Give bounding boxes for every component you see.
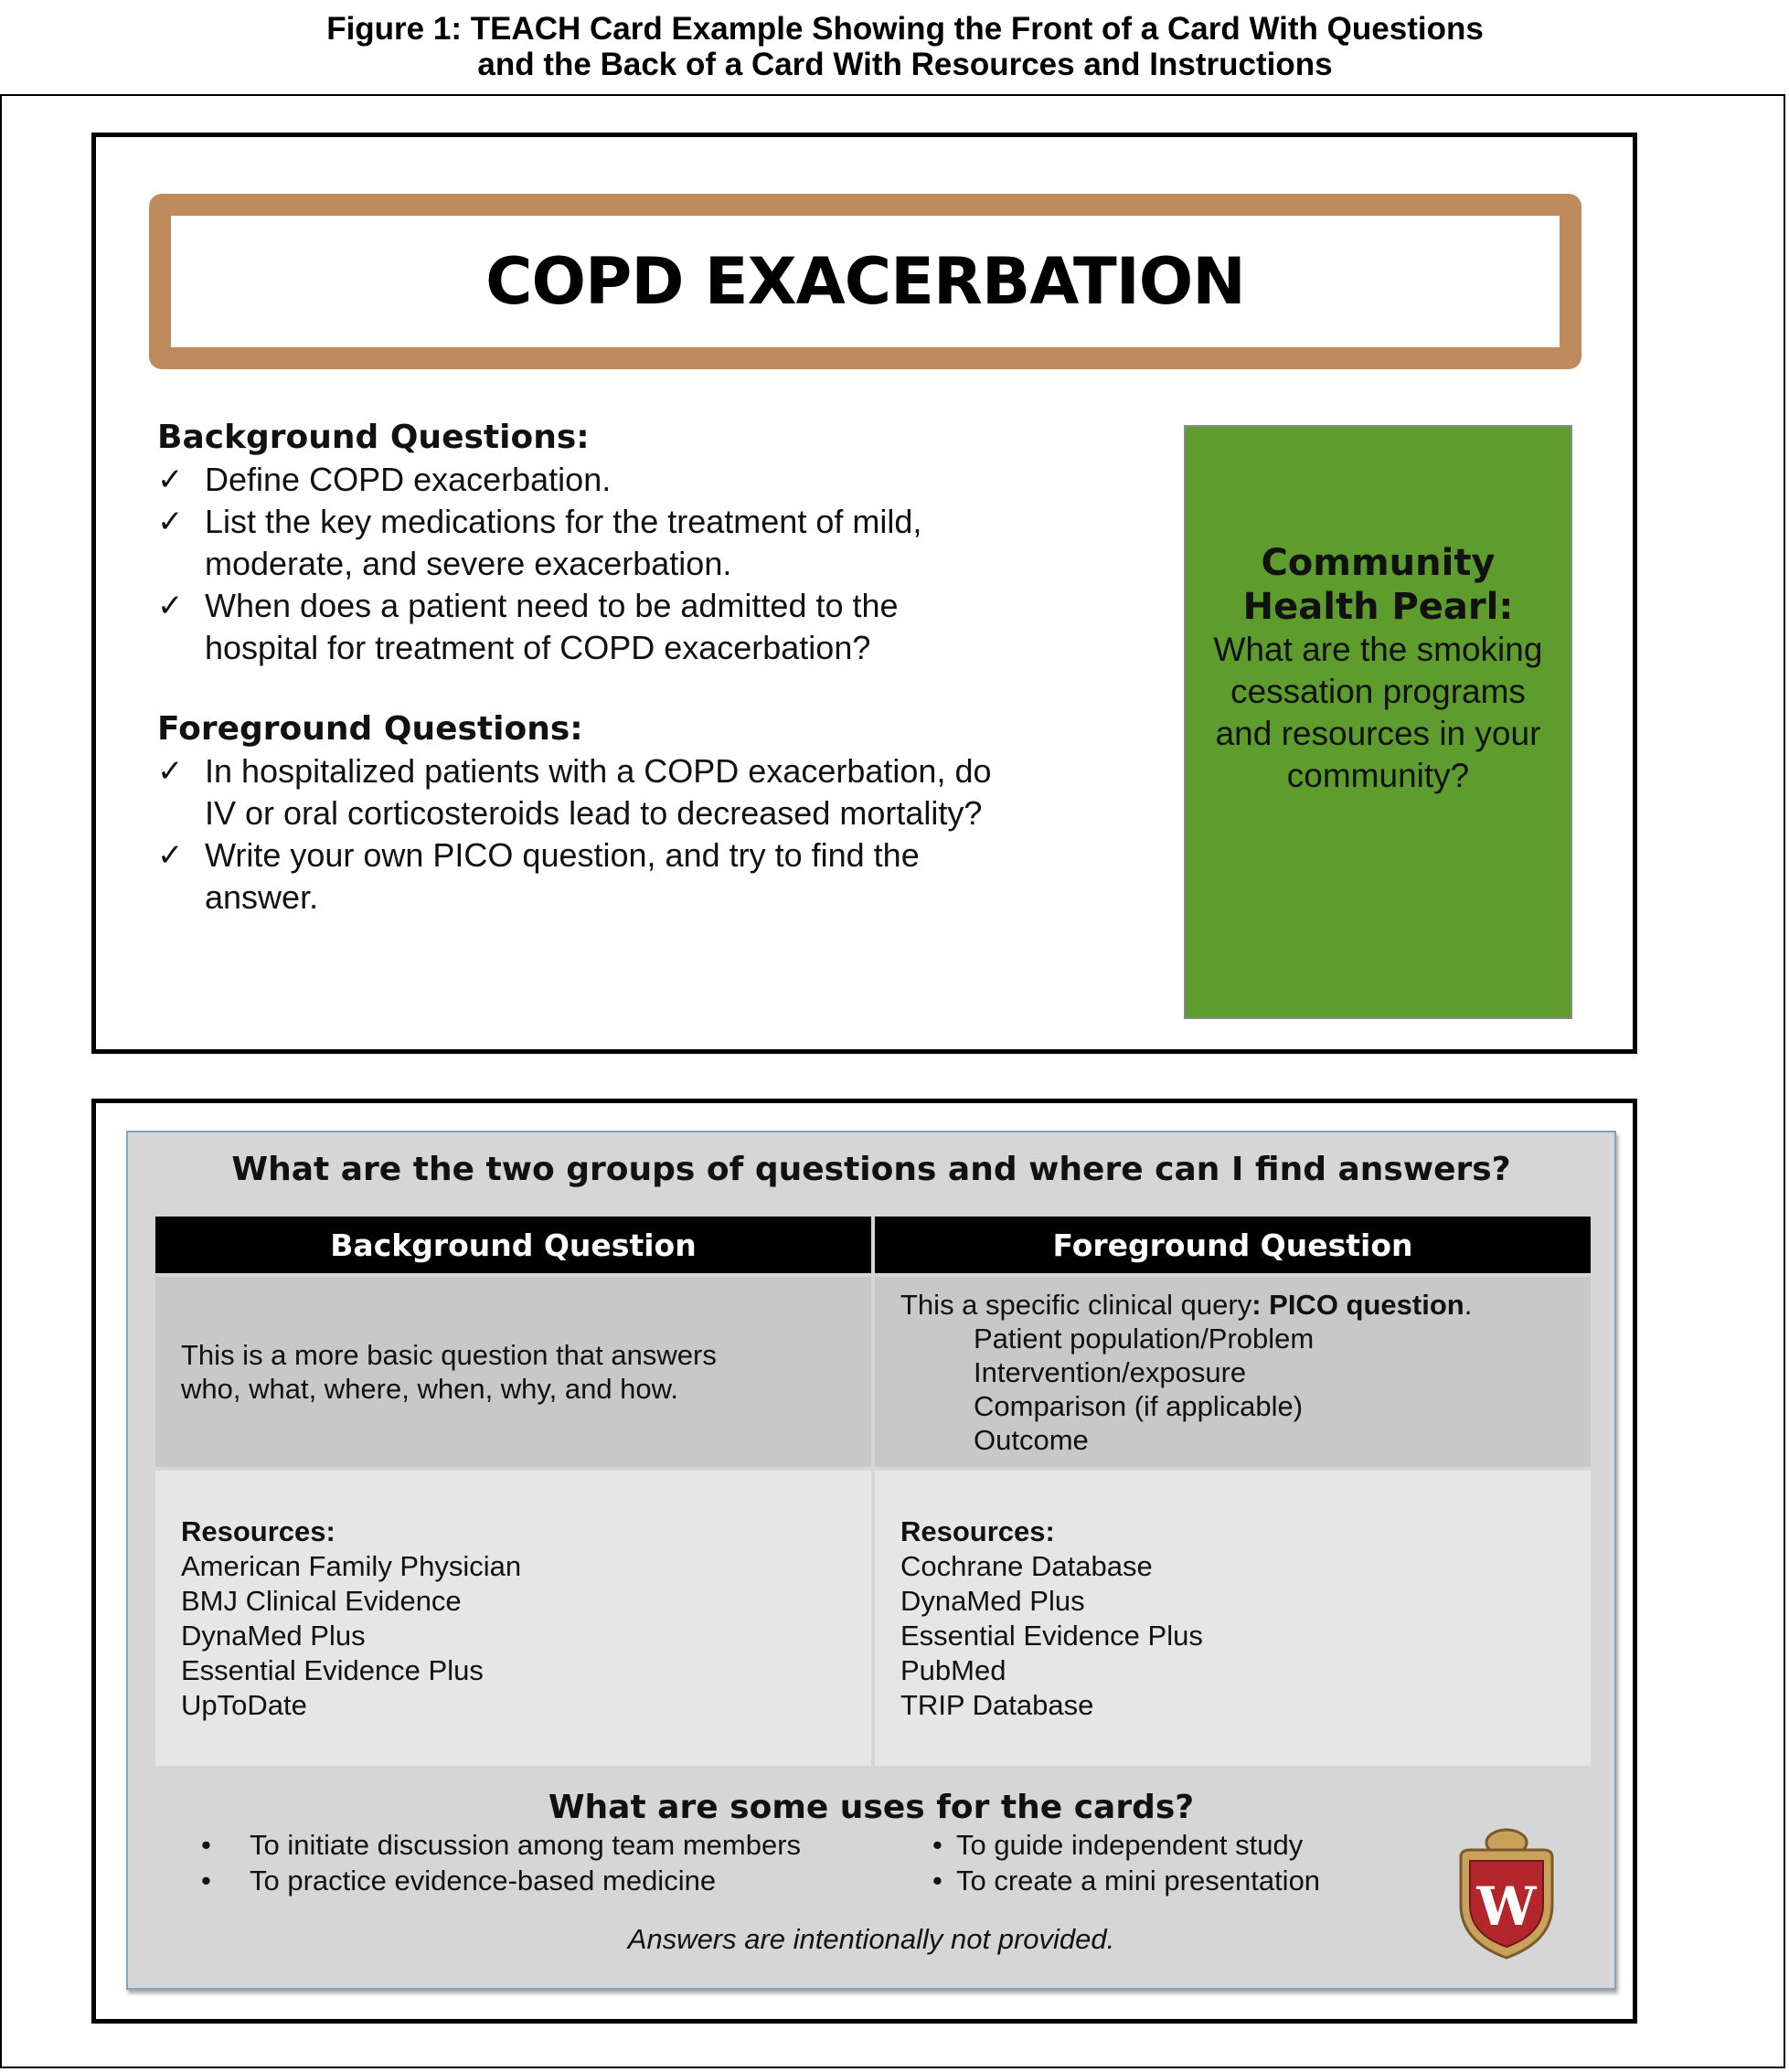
questions-column: [157, 417, 1209, 919]
resource-item: American Family Physician: [181, 1550, 522, 1582]
card-title-frame: [149, 194, 1581, 369]
foreground-definition-cell: [875, 1277, 1591, 1467]
list-item: • To practice evidence-based medicine: [201, 1865, 717, 1897]
list-item: ✓ List the key medications for the treatment of mild, moderate, and severe exacerbation.: [157, 503, 922, 582]
foreground-column: [875, 1217, 1591, 1766]
checkmark-icon: ✓: [157, 588, 184, 624]
bullet-icon: •: [932, 1829, 942, 1861]
bullet-icon: •: [201, 1829, 211, 1861]
checkmark-icon: ✓: [157, 753, 184, 790]
question-groups-table: [155, 1217, 1591, 1769]
resource-item: BMJ Clinical Evidence: [181, 1585, 462, 1617]
card-title: COPD EXACERBATION: [485, 244, 1245, 319]
back-question-heading: What are the two groups of questions and where can I find answers?: [231, 1151, 1511, 1188]
uses-list-left: [201, 1827, 801, 1898]
figure-title-line-2: and the Back of a Card With Resources and Instructions: [477, 47, 1333, 82]
foreground-questions-heading: Foreground Questions:: [157, 710, 583, 748]
background-question-header: Background Question: [155, 1217, 871, 1273]
checkmark-icon: ✓: [157, 837, 184, 874]
answers-note: Answers are intentionally not provided.: [627, 1923, 1115, 1955]
foreground-questions-list: [157, 750, 1209, 919]
resource-item: PubMed: [900, 1654, 1006, 1686]
resource-item: UpToDate: [181, 1689, 307, 1721]
resources-heading: Resources:: [900, 1515, 1055, 1547]
foreground-definition: This a specific clinical query: PICO question.: [900, 1289, 1473, 1321]
foreground-question-header: Foreground Question: [875, 1217, 1591, 1273]
figure-title: [0, 11, 1789, 82]
checkmark-icon: ✓: [157, 504, 184, 540]
resource-item: Essential Evidence Plus: [900, 1620, 1203, 1652]
card-front: [91, 133, 1637, 1054]
crest-letter: W: [1476, 1875, 1537, 1938]
community-health-pearl-box: [1184, 425, 1572, 1019]
list-item: • To guide independent study: [932, 1829, 1304, 1861]
pico-item: Outcome: [974, 1424, 1089, 1456]
bullet-icon: •: [201, 1865, 211, 1897]
pico-item: Comparison (if applicable): [974, 1390, 1304, 1422]
background-column: [155, 1217, 871, 1766]
resource-item: TRIP Database: [900, 1689, 1094, 1721]
background-resources-cell: [155, 1471, 871, 1766]
pearl-heading: Community Health Pearl:: [1242, 542, 1514, 628]
foreground-resources-cell: [875, 1471, 1591, 1766]
list-item: • To create a mini presentation: [932, 1865, 1321, 1897]
pearl-text: What are the smoking cessation programs and resources in your community?: [1213, 631, 1543, 794]
uses-list-right: [932, 1827, 1320, 1898]
list-item: ✓ When does a patient need to be admitted to the hospital for treatment of COPD exacerbation?: [157, 587, 899, 666]
card-back: [91, 1099, 1637, 2024]
resource-item: Cochrane Database: [900, 1550, 1153, 1582]
list-item: ✓ Write your own PICO question, and try to find the answer.: [157, 836, 920, 916]
pico-item: Intervention/exposure: [974, 1356, 1247, 1388]
resource-item: DynaMed Plus: [900, 1585, 1085, 1617]
checkmark-icon: ✓: [157, 462, 184, 498]
list-item: ✓ In hospitalized patients with a COPD exacerbation, do IV or oral corticosteroids lead to decreased mortality?: [157, 752, 992, 832]
background-questions-heading: Background Questions:: [157, 419, 590, 456]
resource-item: Essential Evidence Plus: [181, 1654, 484, 1686]
figure-title-line-1: Figure 1: TEACH Card Example Showing the Front of a Card With Questions: [326, 11, 1484, 47]
resources-heading: Resources:: [181, 1515, 335, 1547]
university-crest-icon: [1452, 1822, 1561, 1961]
background-questions-list: [157, 459, 1209, 669]
list-item: • To initiate discussion among team members: [201, 1829, 802, 1861]
instructions-panel: [126, 1131, 1616, 1990]
background-definition-cell: This is a more basic question that answers who, what, where, when, why, and how.: [155, 1277, 871, 1467]
list-item: ✓ Define COPD exacerbation.: [157, 459, 1209, 501]
pico-item: Patient population/Problem: [974, 1323, 1315, 1355]
bullet-icon: •: [932, 1865, 942, 1897]
uses-heading: What are some uses for the cards?: [548, 1789, 1195, 1826]
resource-item: DynaMed Plus: [181, 1620, 366, 1652]
